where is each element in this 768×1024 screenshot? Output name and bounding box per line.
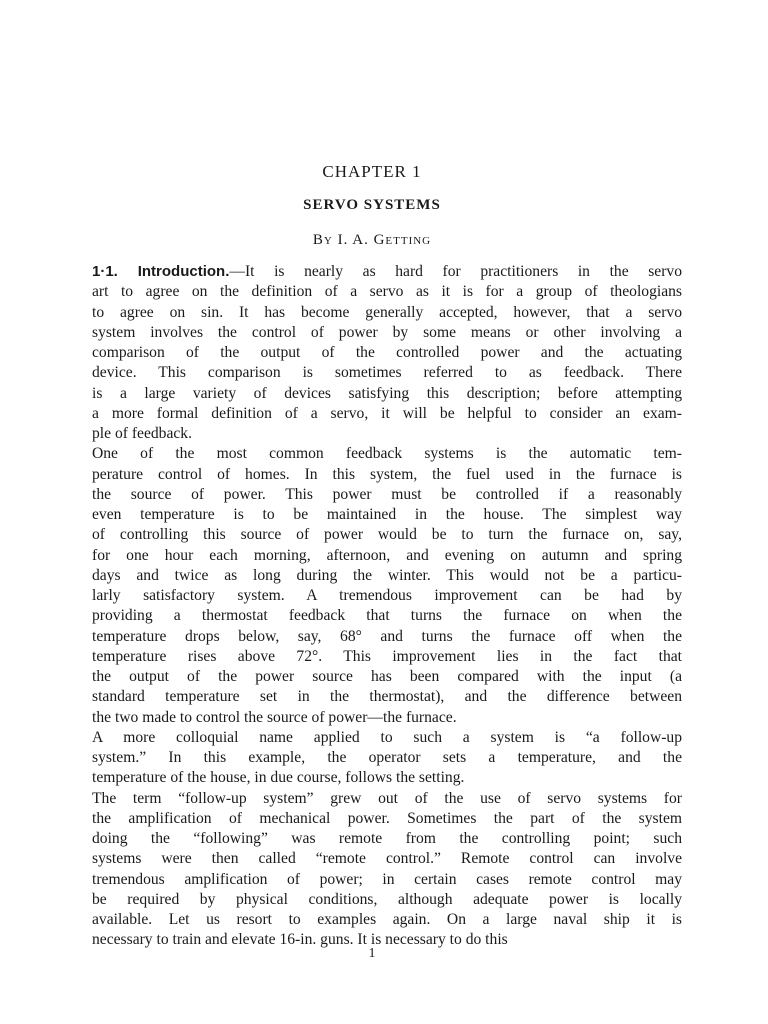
text-line: systems were then called “remote control.” Remote control can involve bbox=[92, 850, 682, 868]
paragraph bbox=[66, 728, 682, 789]
text-line: temperature of the house, in due course, follows the setting. bbox=[92, 769, 465, 787]
text-line: necessary to train and elevate 16-in. guns. It is necessary to do this bbox=[92, 931, 508, 949]
text-line: be required by physical conditions, although adequate power is locally bbox=[92, 890, 682, 908]
paragraph bbox=[66, 262, 682, 444]
text-line: temperature drops below, say, 68° and turns the furnace off when the bbox=[92, 627, 682, 645]
chapter-title: SERVO SYSTEMS bbox=[303, 197, 441, 213]
text-line: the amplification of mechanical power. Sometimes the part of the system bbox=[92, 809, 682, 827]
paragraph bbox=[66, 444, 682, 728]
text-line: the two made to control the source of power—the furnace. bbox=[92, 708, 457, 726]
text-line: device. This comparison is sometimes referred to as feedback. There bbox=[92, 364, 682, 382]
text-line: to agree on sin. It has become generally accepted, however, that a servo bbox=[92, 303, 682, 321]
text-line: 1·1. Introduction.—It is nearly as hard for practitioners in the servo bbox=[92, 263, 683, 280]
text-line: system involves the control of power by some means or other involving a bbox=[92, 323, 682, 341]
text-line: tremendous amplification of power; in certain cases remote control may bbox=[92, 870, 682, 888]
text-line: The term “follow-up system” grew out of the use of servo systems for bbox=[92, 789, 682, 807]
text-line: perature control of homes. In this system, the fuel used in the furnace is bbox=[92, 465, 682, 483]
text-line: comparison of the output of the controlled power and the actuating bbox=[92, 344, 682, 361]
text-line: of controlling this source of power would be to turn the furnace on, say, bbox=[92, 526, 682, 544]
text-line: days and twice as long during the winter. This would not be a particu- bbox=[92, 566, 682, 584]
text-line: One of the most common feedback systems is the automatic tem- bbox=[92, 445, 682, 463]
text-line: available. Let us resort to examples again. On a large naval ship it is bbox=[92, 911, 682, 928]
section-heading: 1·1. Introduction. bbox=[92, 263, 230, 280]
chapter-label: CHAPTER 1 bbox=[322, 162, 422, 181]
body-text bbox=[66, 262, 682, 951]
text-line: a more formal definition of a servo, it will be helpful to consider an exam- bbox=[92, 404, 682, 422]
text-line: even temperature is to be maintained in the house. The simplest way bbox=[92, 506, 682, 523]
text-line: for one hour each morning, afternoon, and evening on autumn and spring bbox=[92, 546, 682, 564]
text-line: A more colloquial name applied to such a system is “a follow-up bbox=[92, 728, 682, 746]
text-line: standard temperature set in the thermostat), and the difference between bbox=[92, 688, 682, 706]
text-line: art to agree on the definition of a servo as it is for a group of theologians bbox=[92, 283, 682, 301]
paragraph bbox=[66, 789, 682, 951]
page-number: 1 bbox=[368, 946, 376, 961]
text-line: the source of power. This power must be controlled if a reasonably bbox=[92, 485, 682, 503]
text-line: is a large variety of devices satisfying this description; before attempting bbox=[92, 384, 682, 402]
author-byline: By I. A. Getting bbox=[312, 232, 432, 248]
text-line: ple of feedback. bbox=[92, 425, 193, 442]
text-line: providing a thermostat feedback that turns the furnace on when the bbox=[92, 607, 682, 625]
text-line: system.” In this example, the operator sets a temperature, and the bbox=[92, 749, 682, 766]
text-line: doing the “following” was remote from the controlling point; such bbox=[92, 830, 682, 847]
text-line: larly satisfactory system. A tremendous improvement can be had by bbox=[92, 587, 682, 604]
text-line: the output of the power source has been compared with the input (a bbox=[92, 668, 682, 685]
text-line: temperature rises above 72°. This improvement lies in the fact that bbox=[92, 647, 682, 665]
